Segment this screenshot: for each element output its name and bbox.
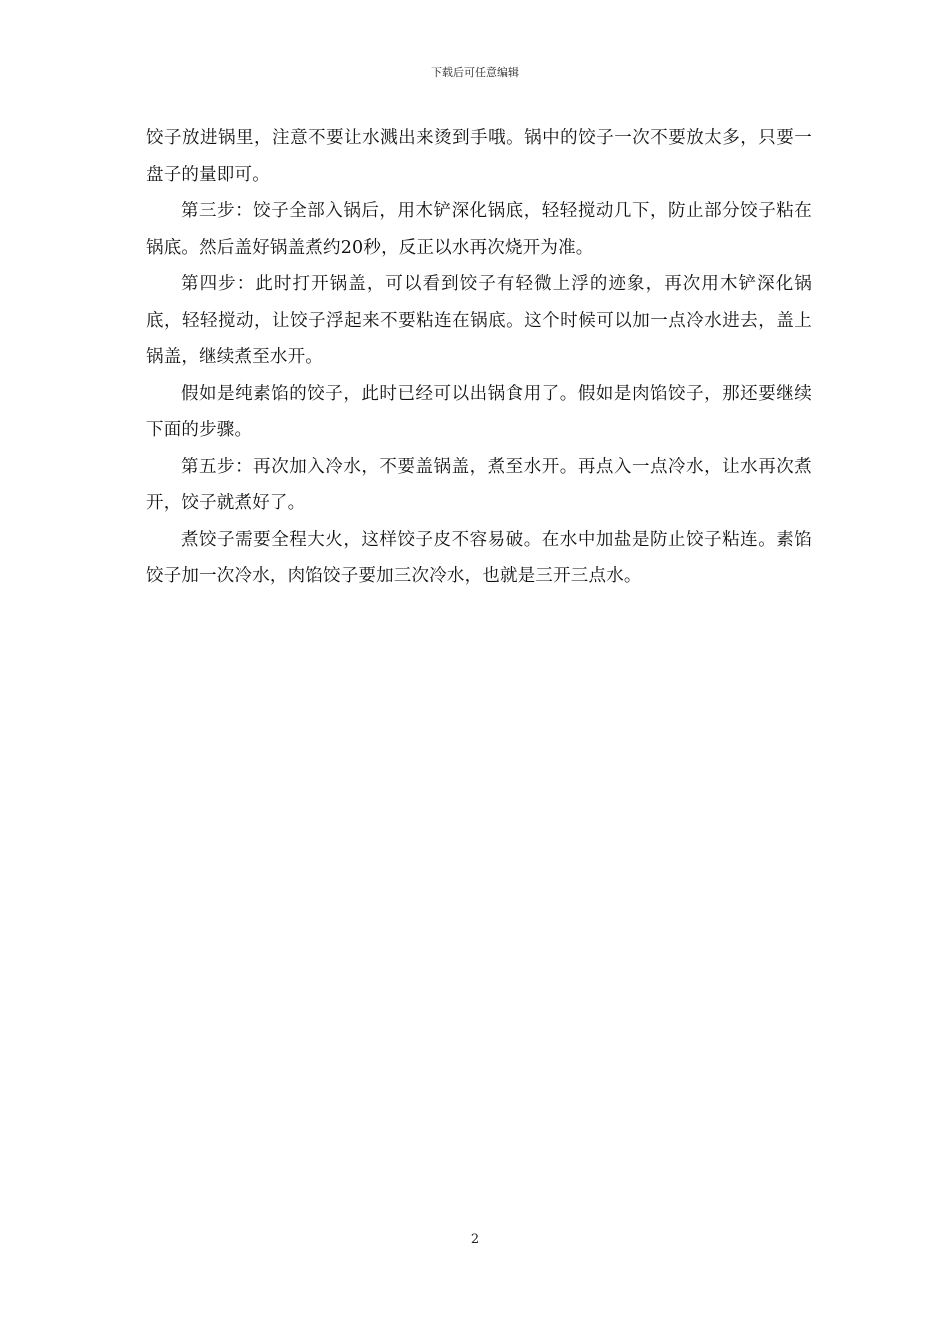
- paragraph-step-three: 第三步：饺子全部入锅后，用木铲深化锅底，轻轻搅动几下，防止部分饺子粘在锅底。然后盖好锅盖煮约20秒，反正以水再次烧开为准。: [146, 201, 812, 258]
- paragraph-step-four: 第四步：此时打开锅盖，可以看到饺子有轻微上浮的迹象，再次用木铲深化锅底，轻轻搅动，让饺子浮起来不要粘连在锅底。这个时候可以加一点冷水进去，盖上锅盖，继续煮至水开。: [146, 274, 812, 367]
- document-body: [146, 120, 812, 595]
- paragraph-vegetarian-note: 假如是纯素馅的饺子，此时已经可以出锅食用了。假如是肉馅饺子，那还要继续下面的步骤。: [146, 383, 812, 440]
- page-header: 下载后可任意编辑: [431, 66, 519, 79]
- page-number: 2: [470, 1232, 480, 1247]
- paragraph-summary: 煮饺子需要全程大火，这样饺子皮不容易破。在水中加盐是防止饺子粘连。素馅饺子加一次冷水，肉馅饺子要加三次冷水，也就是三开三点水。: [146, 529, 812, 586]
- paragraph-continuation: 饺子放进锅里，注意不要让水溅出来烫到手哦。锅中的饺子一次不要放太多，只要一盘子的量即可。: [146, 128, 812, 185]
- paragraph-step-five: 第五步：再次加入冷水，不要盖锅盖，煮至水开。再点入一点冷水，让水再次煮开，饺子就煮好了。: [146, 456, 812, 513]
